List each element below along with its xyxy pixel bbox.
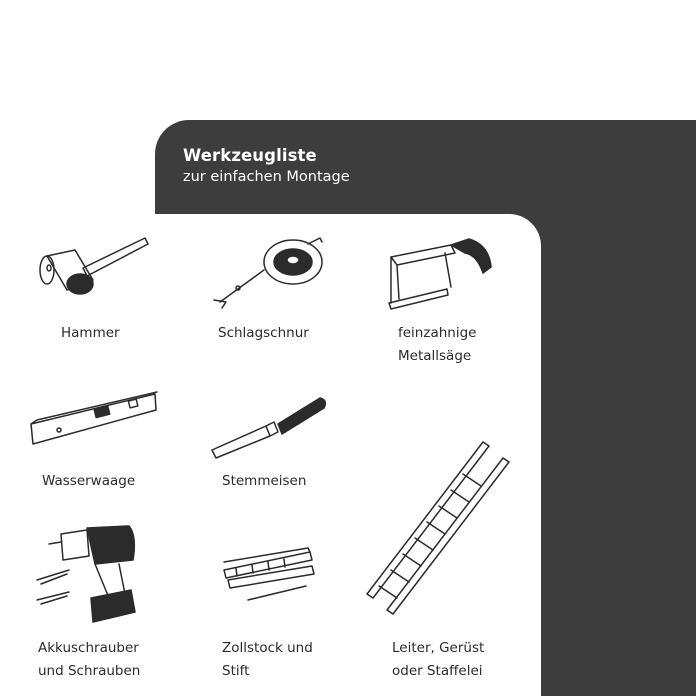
hacksaw-icon [385,233,497,309]
chalk-line-icon [208,232,333,314]
tool-label-chisel: Stemmeisen [222,473,307,489]
tool-label-hacksaw: feinzahnige Metallsäge [398,325,477,364]
tool-label-level: Wasserwaage [42,473,136,489]
tool-label-ruler: Zollstock und Stift [222,640,313,679]
ladder-icon [365,438,520,618]
folding-ruler-icon [222,546,318,602]
tool-label-ladder: Leiter, Gerüst oder Staffelei [392,640,485,679]
spirit-level-icon [29,390,159,450]
page-subtitle: zur einfachen Montage [183,169,350,185]
chisel-icon [210,392,328,460]
tool-label-drill: Akkuschrauber und Schrauben [38,640,141,679]
tool-label-chalk-line: Schlagschnur [218,325,309,341]
tool-label-hammer: Hammer [61,325,120,341]
hammer-icon [35,232,155,304]
page-title: Werkzeugliste [183,146,317,165]
cordless-drill-icon [33,520,145,630]
